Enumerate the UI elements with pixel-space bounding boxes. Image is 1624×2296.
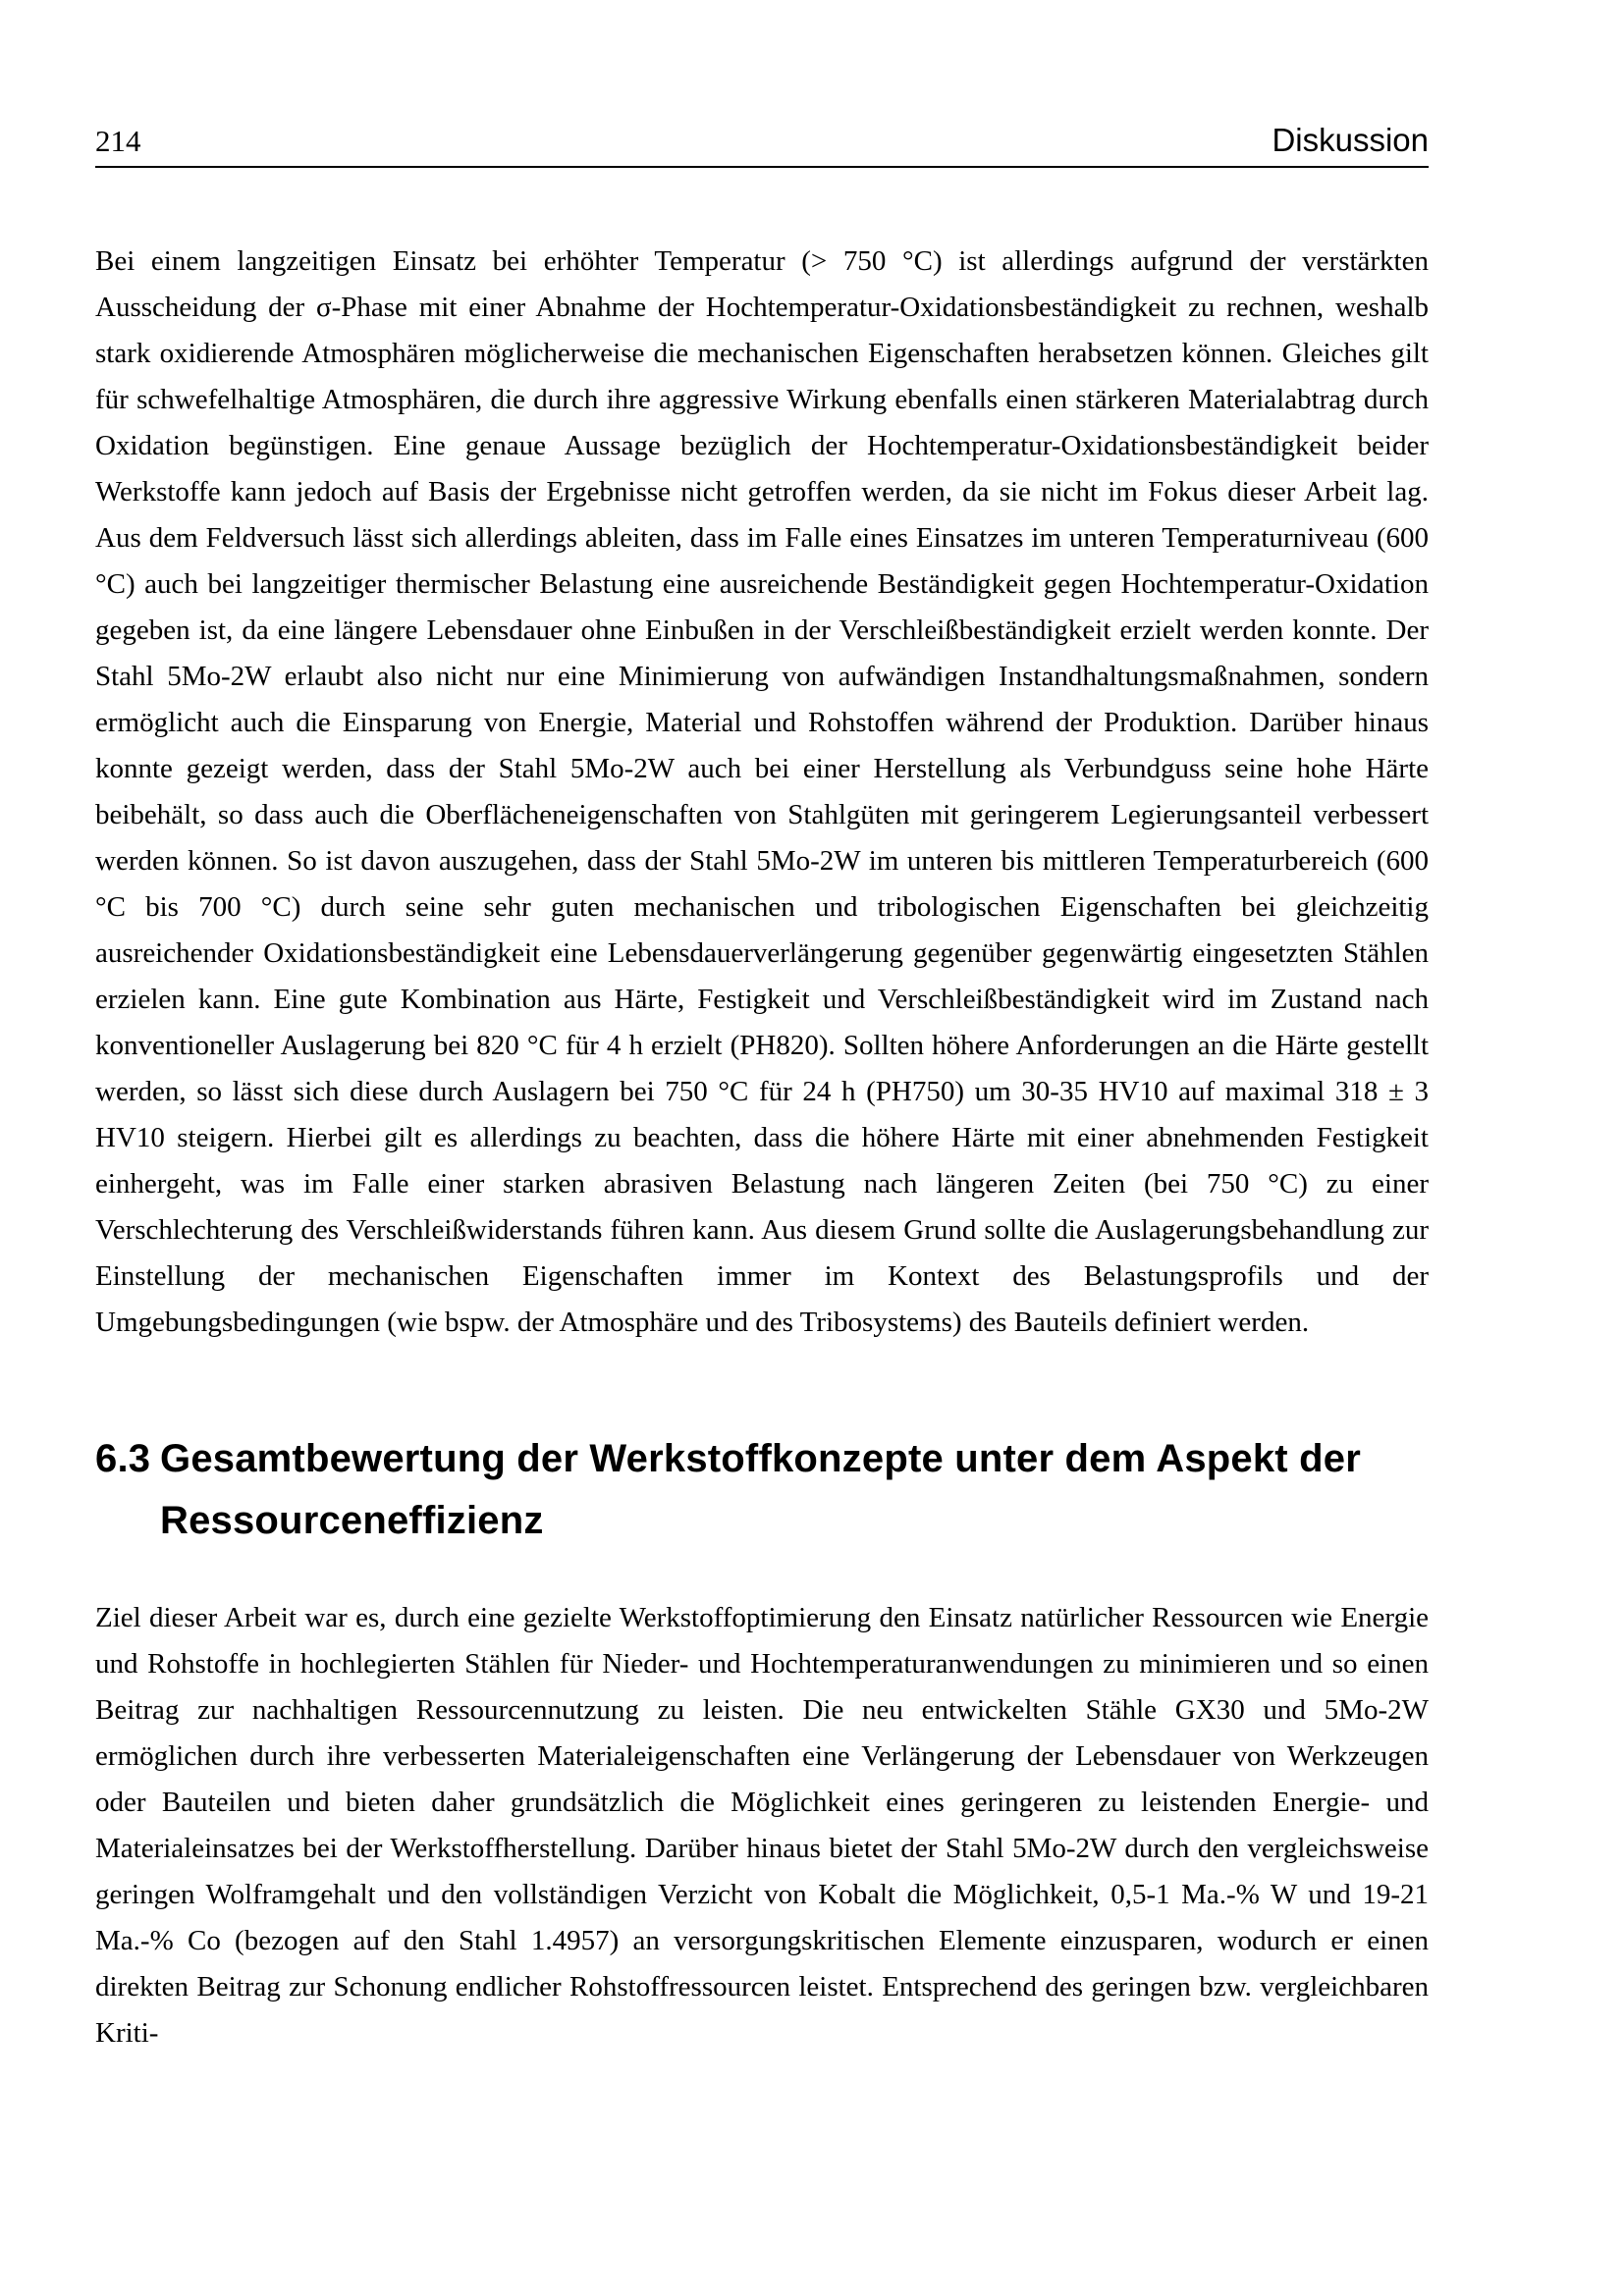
- section-number: 6.3: [95, 1437, 151, 1480]
- section-heading: [95, 1428, 1429, 1552]
- page-header: [95, 124, 1429, 168]
- section-title: Gesamtbewertung der Werkstoffkonzepte unter dem Aspekt der Ressourceneffizienz: [160, 1437, 1361, 1542]
- discussion-paragraph: Bei einem langzeitigen Einsatz bei erhöhter Temperatur (> 750 °C) ist allerdings aufgrund der verstärkten Ausscheidung der σ-Phase mit einer Abnahme der Hochtemperatur-Oxidationsbeständigkeit zu rechnen, weshalb stark oxidierende Atmosphären möglicherweise die mechanischen Eigenschaften herabsetzen können. Gleiches gilt für schwefelhaltige Atmosphären, die durch ihre aggressive Wirkung ebenfalls einen stärkeren Materialabtrag durch Oxidation begünstigen. Eine genaue Aussage bezüglich der Hochtemperatur-Oxidationsbeständigkeit beider Werkstoffe kann jedoch auf Basis der Ergebnisse nicht getroffen werden, da sie nicht im Fokus dieser Arbeit lag. Aus dem Feldversuch lässt sich allerdings ableiten, dass im Falle eines Einsatzes im unteren Temperaturniveau (600 °C) auch bei langzeitiger thermischer Belastung eine ausreichende Beständigkeit gegen Hochtemperatur-Oxidation gegeben ist, da eine längere Lebensdauer ohne Einbußen in der Verschleißbeständigkeit erzielt werden konnte. Der Stahl 5Mo-2W erlaubt also nicht nur eine Minimierung von aufwändigen Instandhaltungsmaßnahmen, sondern ermöglicht auch die Einsparung von Energie, Material und Rohstoffen während der Produktion. Darüber hinaus konnte gezeigt werden, dass der Stahl 5Mo-2W auch bei einer Herstellung als Verbundguss seine hohe Härte beibehält, so dass auch die Oberflächeneigenschaften von Stahlgüten mit geringerem Legierungsanteil verbessert werden können. So ist davon auszugehen, dass der Stahl 5Mo-2W im unteren bis mittleren Temperaturbereich (600 °C bis 700 °C) durch seine sehr guten mechanischen und tribologischen Eigenschaften bei gleichzeitig ausreichender Oxidationsbeständigkeit eine Lebensdauerverlängerung gegenüber gegenwärtig eingesetzten Stählen erzielen kann. Eine gute Kombination aus Härte, Festigkeit und Verschleißbeständigkeit wird im Zustand nach konventioneller Auslagerung bei 820 °C für 4 h erzielt (PH820). Sollten höhere Anforderungen an die Härte gestellt werden, so lässt sich diese durch Auslagern bei 750 °C für 24 h (PH750) um 30-35 HV10 auf maximal 318 ± 3 HV10 steigern. Hierbei gilt es allerdings zu beachten, dass die höhere Härte mit einer abnehmenden Festigkeit einhergeht, was im Falle einer starken abrasiven Belastung nach längeren Zeiten (bei 750 °C) zu einer Verschlechterung des Verschleißwiderstands führen kann. Aus diesem Grund sollte die Auslagerungsbehandlung zur Einstellung der mechanischen Eigenschaften immer im Kontext des Belastungsprofils und der Umgebungsbedingungen (wie bspw. der Atmosphäre und des Tribosystems) des Bauteils definiert werden.: [95, 245, 1429, 1338]
- running-chapter-title: Diskussion: [1272, 122, 1429, 158]
- page-number: 214: [95, 124, 141, 158]
- resource-efficiency-paragraph: Ziel dieser Arbeit war es, durch eine gezielte Werkstoffoptimierung den Einsatz natürlicher Ressourcen wie Energie und Rohstoffe in hochlegierten Stählen für Nieder- und Hochtemperaturanwendungen zu minimieren und so einen Beitrag zur nachhaltigen Ressourcennutzung zu leisten. Die neu entwickelten Stähle GX30 und 5Mo-2W ermöglichen durch ihre verbesserten Materialeigenschaften eine Verlängerung der Lebensdauer von Werkzeugen oder Bauteilen und bieten daher grundsätzlich die Möglichkeit eines geringeren zu leistenden Energie- und Materialeinsatzes bei der Werkstoffherstellung. Darüber hinaus bietet der Stahl 5Mo-2W durch den vergleichsweise geringen Wolframgehalt und den vollständigen Verzicht von Kobalt die Möglichkeit, 0,5-1 Ma.-% W und 19-21 Ma.-% Co (bezogen auf den Stahl 1.4957) an versorgungskritischen Elemente einzusparen, wodurch er einen direkten Beitrag zur Schonung endlicher Rohstoffressourcen leistet. Entsprechend des geringen bzw. vergleichbaren Kriti-: [95, 1602, 1429, 2049]
- page-body: [95, 239, 1429, 2056]
